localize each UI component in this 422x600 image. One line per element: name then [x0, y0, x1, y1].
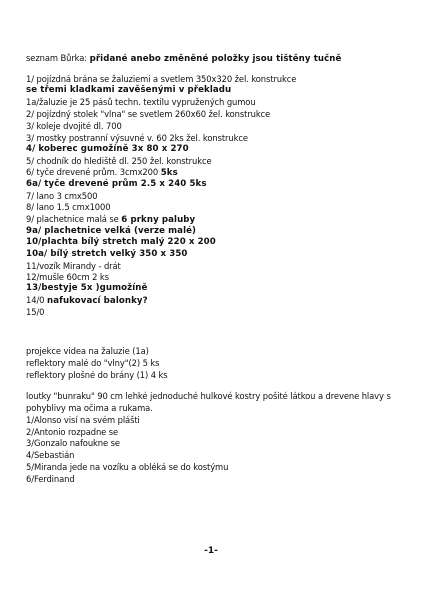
puppets-intro-line: pohyblivy ma očima a rukama.: [26, 403, 153, 413]
puppets-intro-line: loutky "bunraku" 90 cm lehké jednoduché hulkové kostry pošité látkou a drevene hlavy s: [26, 391, 391, 401]
list-item: 8/ lano 1.5 cmx1000: [26, 202, 111, 212]
puppet-item: 2/Antonio rozpadne se: [26, 427, 119, 437]
legend-prefix: seznam Bůrka:: [26, 53, 90, 63]
list-item: se třemi kladkami zavěšenými v překladu: [26, 85, 232, 95]
list-item: 10a/ bílý stretch velký 350 x 350: [26, 249, 188, 259]
projection-line: projekce videa na žaluzie (1a): [26, 346, 149, 356]
projection-line: reflektory plošné do brány (1) 4 ks: [26, 370, 168, 380]
list-item-bold: nafukovací balonky?: [46, 296, 148, 306]
list-item: [26, 295, 148, 306]
legend-line: [26, 53, 341, 64]
list-item: 4/ koberec gumožíně 3x 80 x 270: [26, 144, 189, 154]
puppet-item: 4/Sebastián: [26, 450, 75, 460]
list-item: 6a/ tyče drevené prům 2.5 x 240 5ks: [26, 179, 207, 189]
list-item: [26, 167, 178, 178]
list-item: 15/0: [26, 307, 45, 317]
list-item: 3/ mostky postranní výsuvné v. 60 2ks žel. konstrukce: [26, 133, 248, 143]
list-item-text: 14/0: [26, 295, 47, 305]
list-item: 13/bestyje 5x )gumožíně: [26, 283, 148, 293]
list-item: 1a/žaluzie je 25 pásů techn. textilu vypružených gumou: [26, 97, 256, 107]
page-number: -1-: [204, 546, 218, 556]
list-item: 1/ pojízdná brána se žaluziemi a svetlem 350x320 žel. konstrukce: [26, 74, 297, 84]
list-item: 10/plachta bílý stretch malý 220 x 200: [26, 237, 216, 247]
puppet-item: 1/Alonso visí na svém plášti: [26, 415, 140, 425]
puppet-item: 3/Gonzalo nafoukne se: [26, 438, 120, 448]
legend-bold-note: přidané anebo změněné položky jsou tištěny tučně: [89, 54, 342, 64]
list-item: 9a/ plachetnice velká (verze malé): [26, 226, 197, 236]
list-item: 11/vozík Mirandy - drát: [26, 261, 121, 271]
projection-line: reflektory malé do "vlny"(2) 5 ks: [26, 358, 160, 368]
puppet-item: 5/Miranda jede na vozíku a obléká se do kostýmu: [26, 462, 229, 472]
list-item-text: 9/ plachetnice malá se: [26, 214, 122, 224]
list-item: 5/ chodník do hlediště dl. 250 žel. konstrukce: [26, 156, 212, 166]
list-item: 12/mušle 60cm 2 ks: [26, 272, 109, 282]
list-item-text: 6/ tyče drevené prům. 3cmx200: [26, 167, 161, 177]
list-item-bold: 5ks: [160, 168, 178, 178]
list-item: 2/ pojízdný stolek "vlna" se svetlem 260x60 žel. konstrukce: [26, 109, 271, 119]
puppet-item: 6/Ferdinand: [26, 474, 75, 484]
list-item: [26, 214, 195, 225]
list-item: 7/ lano 3 cmx500: [26, 191, 98, 201]
list-item: 3/ koleje dvojité dl. 700: [26, 121, 122, 131]
list-item-bold: 6 prkny paluby: [121, 215, 196, 225]
